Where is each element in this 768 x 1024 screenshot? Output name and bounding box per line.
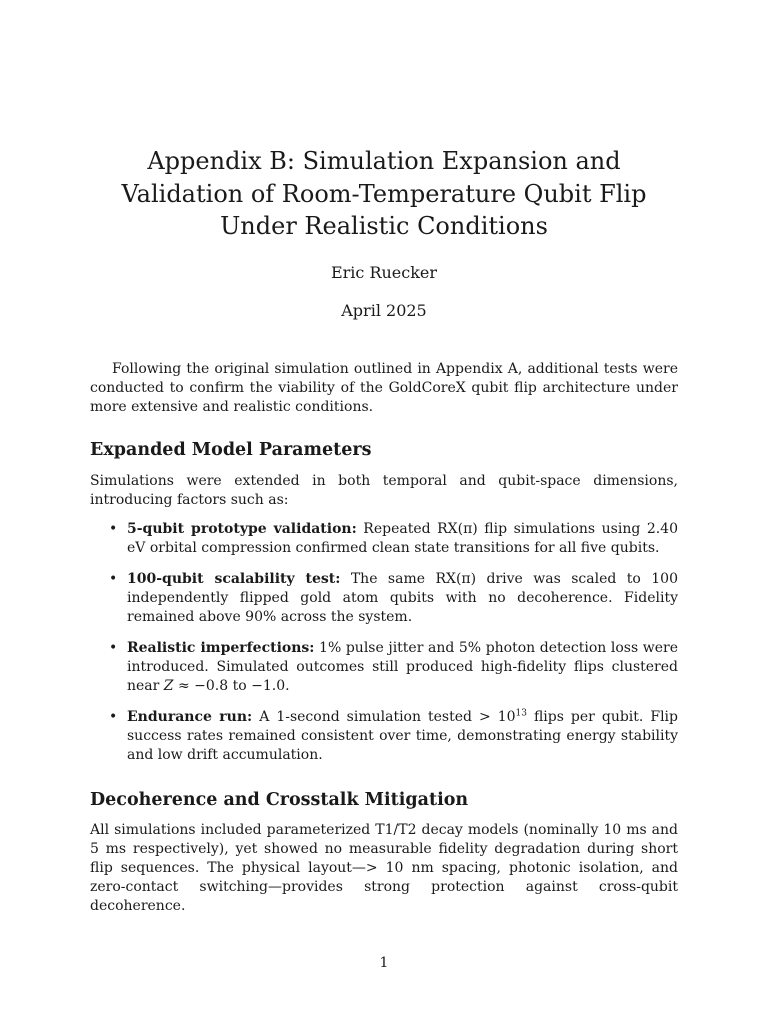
decoherence-paragraph: All simulations included parameterized T1/T2 decay models (nominally 10 ms and 5 ms respectively), yet showed no measurable fidelity degradation during short flip sequences. The physical layout—> 10 nm spacing, photonic isolation, and zero-contact switching—provides strong protection against cross-qubit decoherence. xyxy=(90,822,678,914)
item-label: 100-qubit scalability test: xyxy=(127,571,341,587)
bullet-icon: • xyxy=(109,571,118,587)
exponent: 13 xyxy=(515,708,527,719)
item-text-after: ≈ −0.8 to −1.0. xyxy=(173,678,290,694)
author-name: Eric Ruecker xyxy=(330,263,438,282)
item-label: Realistic imperfections: xyxy=(127,640,315,656)
list-item xyxy=(104,708,678,765)
page-title: Appendix B: Simulation Expansion and Validation of Room-Temperature Qubit Flip Under Realistic Conditions xyxy=(121,147,647,240)
section-heading-decoherence: Decoherence and Crosstalk Mitigation xyxy=(90,790,469,810)
item-text-before: A 1-second simulation tested > 10 xyxy=(252,709,516,725)
bullet-icon: • xyxy=(109,640,118,656)
item-text-after: flips per qubit. Flip success rates remained consistent over time, demonstrating energy stability and low drift accumulation. xyxy=(127,709,678,763)
section-heading-expanded-model: Expanded Model Parameters xyxy=(90,440,372,460)
item-text-before: 1% pulse jitter and 5% photon detection loss were introduced. Simulated outcomes still produced high-fidelity flips clustered near xyxy=(127,640,678,694)
item-label: Endurance run: xyxy=(127,709,253,725)
item-text: Repeated RX(π) flip simulations using 2.40 eV orbital compression confirmed clean state transitions for all five qubits. xyxy=(127,521,678,556)
parameter-list xyxy=(104,520,678,777)
list-item xyxy=(104,520,678,558)
publication-date: April 2025 xyxy=(341,301,427,320)
list-item xyxy=(104,639,678,696)
item-text: The same RX(π) drive was scaled to 100 independently flipped gold atom qubits with no decoherence. Fidelity remained above 90% across the system. xyxy=(127,571,678,625)
bullet-icon: • xyxy=(109,521,118,537)
item-label: 5-qubit prototype validation: xyxy=(127,521,357,537)
bullet-icon: • xyxy=(109,709,118,725)
intro-paragraph: Following the original simulation outlined in Appendix A, additional tests were conducted to confirm the viability of the GoldCoreX qubit flip architecture under more extensive and realistic conditions. xyxy=(90,361,678,415)
section-intro-paragraph: Simulations were extended in both temporal and qubit-space dimensions, introducing factors such as: xyxy=(90,473,678,508)
math-variable: Z xyxy=(163,678,174,694)
list-item xyxy=(104,570,678,627)
page-number: 1 xyxy=(379,955,389,971)
